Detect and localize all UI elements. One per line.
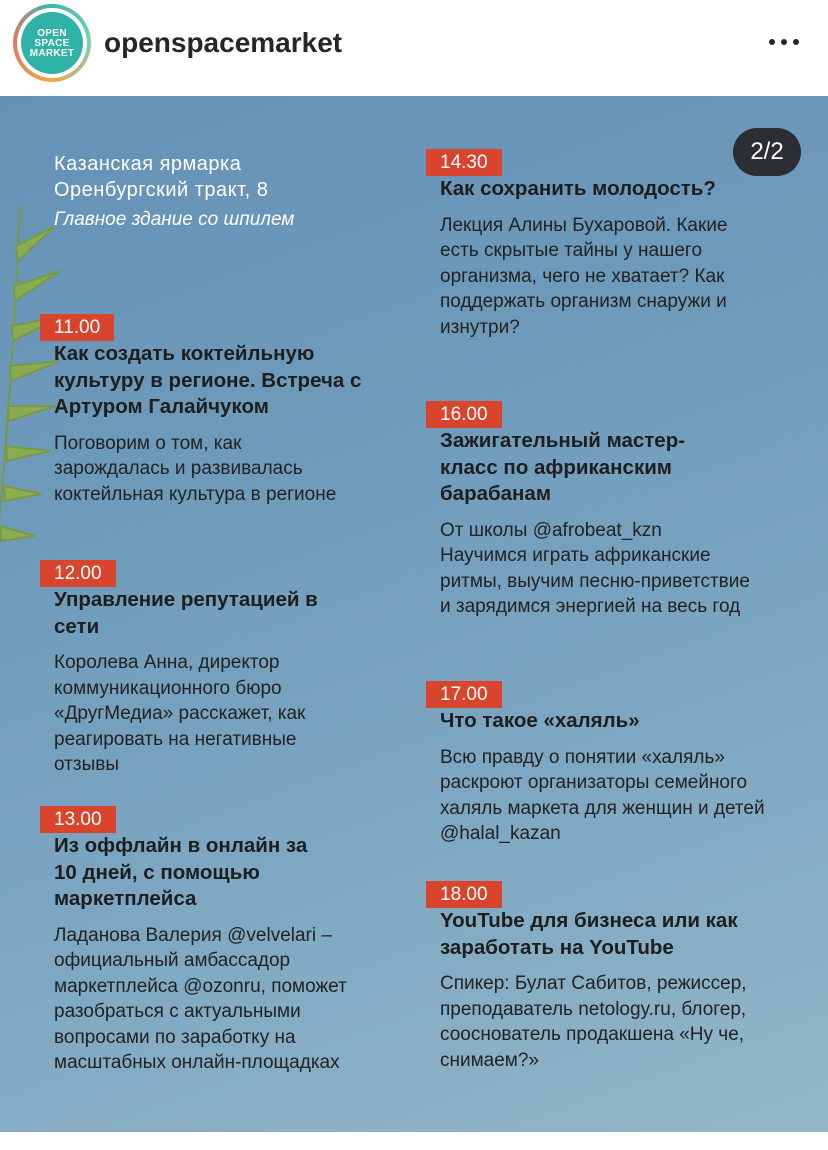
venue-building: Главное здание со шпилем bbox=[54, 209, 295, 230]
event-description: Спикер: Булат Сабитов, режиссер, преподаватель netology.ru, блогер, сооснователь продакшена «Ну че, снимаем?» bbox=[440, 973, 747, 1071]
event-title: Управление репутацией в сети bbox=[54, 588, 318, 638]
event-title: Как создать коктейльную культуру в регионе. Встреча с Артуром Галайчуком bbox=[54, 342, 362, 418]
event-title: Что такое «халяль» bbox=[440, 709, 640, 732]
event-item bbox=[54, 314, 384, 507]
event-item bbox=[440, 401, 750, 620]
event-description: Королева Анна, директор коммуникационного бюро «ДругМедиа» расскажет, как реагировать на негативные отзывы bbox=[54, 652, 306, 776]
venue-info bbox=[54, 151, 294, 233]
event-description: Лекция Алины Бухаровой. Какие есть скрытые тайны у нашего организма, чего не хватает? Как поддержать организм снаружи и изнутри? bbox=[440, 214, 728, 338]
event-time: 13.00 bbox=[40, 806, 116, 833]
event-time: 14.30 bbox=[426, 149, 502, 176]
post-footer-spacer bbox=[0, 1132, 828, 1150]
avatar-frame bbox=[17, 8, 87, 78]
post-header bbox=[0, 0, 828, 96]
avatar-line-1: OPEN bbox=[37, 28, 67, 39]
event-title: Из оффлайн в онлайн за 10 дней, с помощью маркетплейса bbox=[54, 834, 308, 910]
event-description: Всю правду о понятии «халяль» раскроют организаторы семейного халяль маркета для женщин и детей @halal_kazan bbox=[440, 746, 765, 845]
event-time: 18.00 bbox=[426, 881, 502, 908]
slide-counter: 2/2 bbox=[733, 128, 801, 176]
event-time: 16.00 bbox=[426, 401, 502, 428]
event-item bbox=[54, 806, 384, 1076]
event-title: Зажигательный мастер-класс по африканским барабанам bbox=[440, 429, 686, 505]
event-title: Как сохранить молодость? bbox=[440, 177, 716, 200]
event-item bbox=[440, 149, 750, 340]
venue-address: Оренбургский тракт, 8 bbox=[54, 179, 269, 201]
event-title: YouTube для бизнеса или как заработать на YouTube bbox=[440, 909, 738, 959]
event-item bbox=[440, 681, 770, 847]
avatar-line-3: MARKET bbox=[29, 48, 75, 59]
event-description: Ладанова Валерия @velvelari – официальный амбассадор маркетплейса @ozonru, поможет разобраться с актуальными вопросами по заработку на масштабных онлайн-площадках bbox=[54, 924, 347, 1074]
event-time: 11.00 bbox=[40, 314, 114, 341]
avatar-line-2: SPACE bbox=[34, 38, 70, 49]
post-image[interactable] bbox=[0, 96, 828, 1132]
event-description: От школы @afrobeat_kzn Научимся играть африканские ритмы, выучим песню-приветствие и зарядимся энергией на весь год bbox=[440, 519, 750, 618]
avatar[interactable] bbox=[13, 4, 91, 82]
event-description: Поговорим о том, как зарождалась и развивалась коктейльная культура в регионе bbox=[54, 432, 337, 505]
more-options-icon[interactable] bbox=[766, 34, 802, 50]
avatar-logo bbox=[21, 12, 83, 74]
event-item bbox=[440, 881, 770, 1073]
event-time: 17.00 bbox=[426, 681, 502, 708]
event-time: 12.00 bbox=[40, 560, 116, 587]
event-item bbox=[54, 560, 344, 778]
venue-name: Казанская ярмарка bbox=[54, 153, 242, 175]
username[interactable]: openspacemarket bbox=[104, 27, 343, 58]
